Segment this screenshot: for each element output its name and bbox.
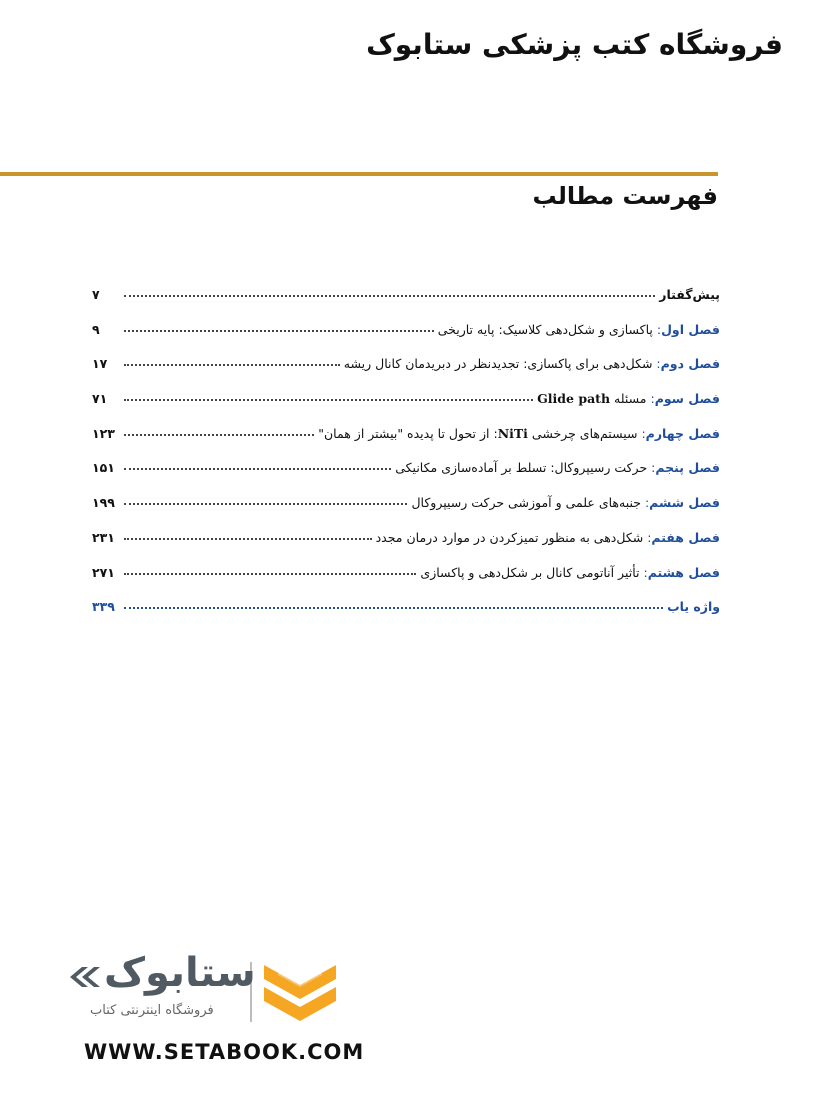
chapter-title: تأثیر آناتومی کانال بر شکل‌دهی و پاکسازی [420, 564, 640, 580]
chapter-label: فصل چهارم [645, 425, 720, 441]
toc-entry-chapter-7[interactable] [92, 528, 720, 563]
toc-page-number: ۱۷ [92, 356, 108, 372]
dot-leader [124, 387, 533, 401]
toc-page-number: ۱۹۹ [92, 495, 115, 511]
dot-leader [124, 283, 655, 297]
dot-leader [124, 491, 407, 505]
toc-entry-chapter-5[interactable] [92, 458, 720, 493]
toc-entry-chapter-3[interactable] [92, 389, 720, 424]
chapter-title-latin: Glide path [537, 391, 611, 407]
chapter-title: پاکسازی و شکل‌دهی کلاسیک: پایه تاریخی [437, 321, 653, 337]
chevron-logo-icon [264, 965, 336, 1021]
chapter-label: فصل سوم [654, 391, 720, 407]
logo-wordmark: ستابوک [104, 950, 256, 996]
toc-entry-chapter-4[interactable] [92, 424, 720, 459]
chapter-title-latin: NiTi [497, 425, 528, 441]
store-title: فروشگاه کتب پزشکی ستابوک [366, 28, 783, 61]
chapter-label: فصل پنجم [655, 460, 720, 476]
toc-entry-chapter-8[interactable] [92, 563, 720, 598]
dot-leader [124, 526, 372, 540]
chapter-label: فصل هفتم [651, 529, 720, 545]
chapter-label: فصل دوم [660, 356, 720, 372]
toc-entry-chapter-6[interactable] [92, 493, 720, 528]
toc-entry-title: فصل هفتم: شکل‌دهی به منظور تمیزکردن در موارد درمان مجدد [375, 529, 720, 545]
logo-tagline: فروشگاه اینترنتی کتاب [90, 1003, 214, 1018]
toc-page-number: ۷۱ [92, 391, 108, 407]
toc-entry-title: فصل چهارم: سیستم‌های چرخشی NiTi: از تحول تا پدیده "بیشتر از همان" [318, 425, 720, 441]
toc-entry-chapter-1[interactable] [92, 320, 720, 355]
toc-page-number: ۳۳۹ [92, 599, 115, 615]
table-of-contents [92, 285, 720, 632]
dot-leader [124, 561, 416, 575]
chapter-title: جنبه‌های علمی و آموزشی حرکت رسیپروکال [411, 495, 641, 511]
dot-leader [124, 422, 314, 436]
dot-leader [124, 595, 663, 609]
toc-entry-title: فصل ششم: جنبه‌های علمی و آموزشی حرکت رسیپروکال [411, 495, 720, 511]
chapter-label: فصل اول [661, 321, 720, 337]
double-chevron-icon [70, 967, 100, 987]
chapter-label: فصل ششم [649, 495, 720, 511]
toc-entry-title: واژه یاب [667, 599, 720, 615]
header-divider [0, 172, 718, 176]
toc-entry-title: فصل پنجم: حرکت رسیپروکال: تسلط بر آماده‌سازی مکانیکی [395, 460, 720, 476]
chapter-title-rest: : از تحول تا پدیده "بیشتر از همان" [318, 425, 498, 441]
chapter-title: حرکت رسیپروکال: تسلط بر آماده‌سازی مکانیکی [395, 460, 648, 476]
chapter-label: فصل هشتم [647, 564, 720, 580]
toc-heading: فهرست مطالب [532, 182, 718, 210]
toc-page-number: ۱۵۱ [92, 460, 115, 476]
dot-leader [124, 456, 391, 470]
toc-entry-title: فصل سوم: مسئله Glide path [537, 391, 720, 407]
toc-entry-title: پیش‌گفتار [659, 287, 720, 302]
dot-leader [124, 318, 434, 332]
chapter-title: شکل‌دهی برای پاکسازی: تجدیدنظر در دبریدمان کانال ریشه [343, 356, 653, 372]
toc-entry-index[interactable] [92, 597, 720, 632]
toc-page-number: ۹ [92, 321, 100, 337]
toc-page-number: ۷ [92, 287, 100, 302]
toc-page-number: ۲۳۱ [92, 529, 115, 545]
toc-page-number: ۲۷۱ [92, 564, 115, 580]
chapter-title: سیستم‌های چرخشی [531, 425, 638, 441]
dot-leader [124, 352, 340, 366]
toc-entry-chapter-2[interactable] [92, 354, 720, 389]
toc-entry-title: فصل دوم: شکل‌دهی برای پاکسازی: تجدیدنظر در دبریدمان کانال ریشه [343, 356, 720, 372]
website-url[interactable]: WWW.SETABOOK.COM [84, 1040, 365, 1064]
toc-entry-preface[interactable] [92, 285, 720, 320]
chapter-title: شکل‌دهی به منظور تمیزکردن در موارد درمان مجدد [375, 529, 644, 545]
chapter-title: مسئله [614, 391, 647, 407]
toc-entry-title: فصل هشتم: تأثیر آناتومی کانال بر شکل‌دهی و پاکسازی [420, 564, 720, 580]
toc-page-number: ۱۲۳ [92, 425, 115, 441]
toc-entry-title: فصل اول: پاکسازی و شکل‌دهی کلاسیک: پایه تاریخی [437, 321, 720, 337]
